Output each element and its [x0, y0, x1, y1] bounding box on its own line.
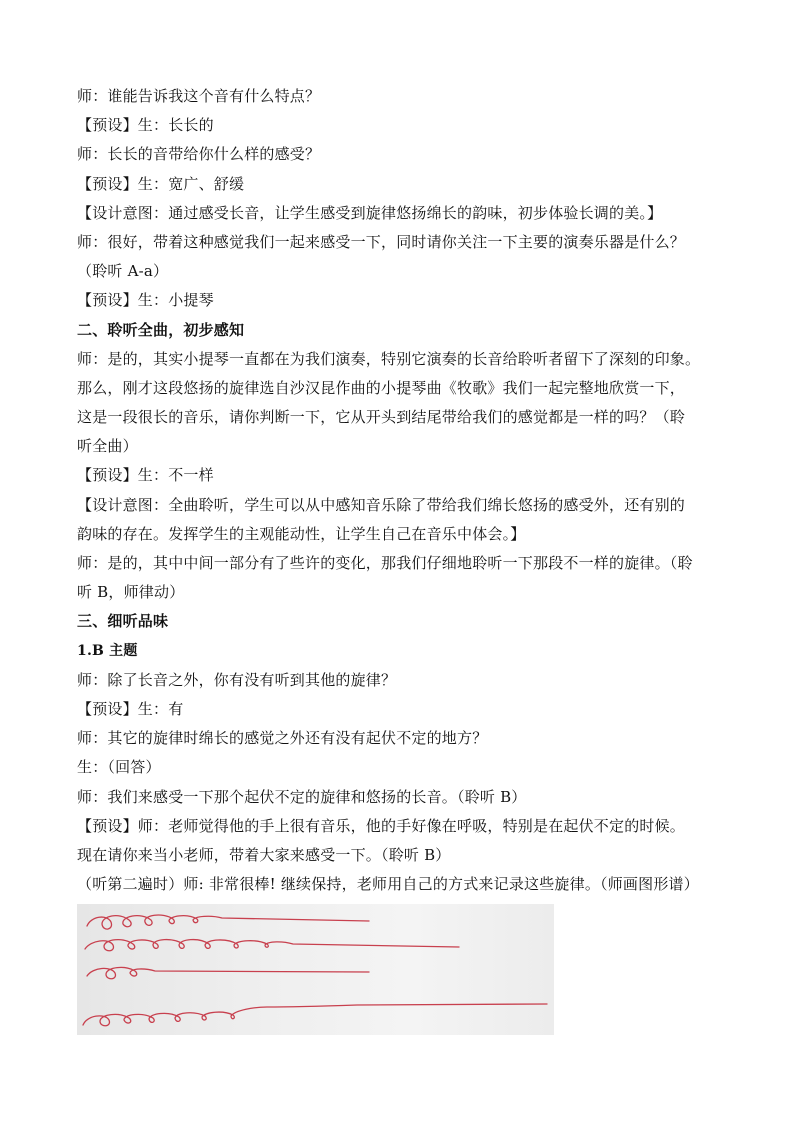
section-heading: 1.B 主题: [77, 642, 138, 659]
paragraph-line: 师：除了长音之外，你有没有听到其他的旋律？: [77, 670, 397, 689]
paragraph-line: 听 B，师律动）: [77, 583, 185, 602]
melody-line-1: [87, 915, 369, 929]
paragraph-line: 师：我们来感受一下那个起伏不定的旋律和悠扬的长音。（聆听 B）: [77, 787, 527, 806]
graphic-score-photo: [77, 904, 554, 1035]
paragraph-line: 【预设】生：宽广、舒缓: [77, 174, 245, 193]
paragraph-line: 这是一段很长的音乐，请你判断一下，它从开头到结尾带给我们的感觉都是一样的吗？（聆: [77, 408, 686, 427]
paragraph-line: 听全曲）: [77, 437, 138, 456]
paragraph-line: 师：谁能告诉我这个音有什么特点？: [77, 87, 321, 105]
paragraph-line: 【预设】生：有: [77, 699, 184, 718]
paragraph-line: 【预设】生：长长的: [77, 116, 214, 135]
text-body: [77, 82, 725, 899]
paragraph-line: 【预设】师：老师觉得他的手上很有音乐，他的手好像在呼吸，特别是在起伏不定的时候。: [77, 816, 686, 835]
paragraph-line: 师：其它的旋律时绵长的感觉之外还有没有起伏不定的地方？: [77, 729, 488, 748]
graphic-score-drawing: [77, 904, 554, 1035]
paragraph-line: 师：很好，带着这种感觉我们一起来感受一下，同时请你关注一下主要的演奏乐器是什么？: [77, 232, 686, 251]
paragraph-line: 【设计意图：全曲聆听，学生可以从中感知音乐除了带给我们绵长悠扬的感受外，还有别的: [77, 495, 686, 514]
paragraph-line: 【预设】生：小提琴: [77, 291, 214, 310]
paragraph-line: 韵味的存在。发挥学生的主观能动性，让学生自己在音乐中体会。】: [77, 524, 526, 543]
paragraph-line: 师：长长的音带给你什么样的感受？: [77, 145, 321, 164]
melody-line-3: [87, 967, 369, 978]
paragraph-line: （听第二遍时）师: 非常很棒! 继续保持，老师用自己的方式来记录这些旋律。（师画图形谱）: [77, 875, 699, 894]
section-heading: 三、细听品味: [77, 612, 169, 631]
paragraph-line: 师：是的，其中中间一部分有了些许的变化，那我们仔细地聆听一下那段不一样的旋律。（聆: [77, 554, 693, 572]
paragraph-line: 生：（回答）: [77, 758, 161, 777]
paragraph-line: 【预设】生：不一样: [77, 466, 214, 485]
section-heading: 二、聆听全曲，初步感知: [77, 320, 245, 339]
paragraph-line: 【设计意图：通过感受长音，让学生感受到旋律悠扬绵长的韵味，初步体验长调的美。】: [77, 203, 663, 222]
paragraph-line: 现在请你来当小老师，带着大家来感受一下。（聆听 B）: [77, 845, 451, 864]
melody-line-4: [83, 1004, 547, 1026]
paragraph-line: （聆听 A-a）: [77, 262, 169, 281]
paragraph-line: 师：是的，其实小提琴一直都在为我们演奏，特别它演奏的长音给聆听者留下了深刻的印象。: [77, 349, 701, 368]
paragraph-line: 那么，刚才这段悠扬的旋律选自沙汉昆作曲的小提琴曲《牧歌》我们一起完整地欣赏一下，: [77, 378, 686, 397]
melody-line-2: [85, 940, 459, 951]
